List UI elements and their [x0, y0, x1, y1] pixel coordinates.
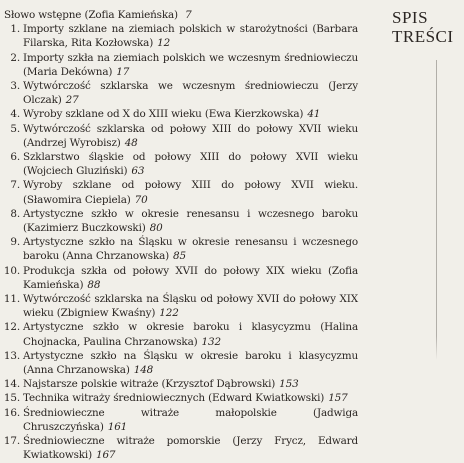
toc-entry-title: Wytwórczość szklarska od połowy XIII do połowy XVII wieku (Andrzej Wyrobisz)	[23, 122, 358, 149]
toc-entry-title: Wyroby szklane od X do XIII wieku (Ewa Kierzkowska)	[23, 108, 304, 121]
toc-entry-number: 7.	[10, 179, 20, 192]
toc-entry-number: 12.	[3, 321, 20, 334]
toc-entry-number: 8.	[10, 207, 20, 220]
toc-entry-title: Artystyczne szkło na Śląsku w okresie baroku i klasycyzmu (Anna Chrzanowska)	[23, 349, 358, 377]
toc-entry-title: Średniowieczne witraże małopolskie (Jadwiga Chruszczyńska)	[23, 406, 358, 433]
toc-entry-body	[23, 292, 358, 320]
toc-entry	[2, 107, 358, 121]
toc-entry-page: 167	[96, 449, 116, 462]
toc-entry-body	[23, 434, 358, 462]
toc-entry-number: 2.	[10, 51, 20, 64]
toc-entry-number: 14.	[3, 378, 20, 391]
toc-entry-body	[23, 264, 358, 292]
toc-entry	[2, 22, 358, 50]
toc-entry-number: 3.	[10, 80, 20, 93]
toc-entry	[2, 406, 358, 434]
toc-entry	[2, 264, 358, 292]
toc-entry	[2, 349, 358, 377]
toc-entry-title: Wytwórczość szklarska na Śląsku od połowy XVII do połowy XIX wieku (Zbigniew Kwaśny)	[23, 293, 358, 320]
toc-entry-title: Produkcja szkła od połowy XVII do połowy XIX wieku (Zofia Kamieńska)	[23, 264, 358, 291]
toc-entry-body	[23, 377, 358, 391]
toc-entry-title: Średniowieczne witraże pomorskie (Jerzy Frycz, Edward Kwiatkowski)	[23, 435, 358, 462]
toc-entry-title: Technika witraży średniowiecznych (Edward Kwiatkowski)	[23, 392, 325, 405]
toc-entry	[2, 79, 358, 107]
toc-entry-page: 41	[307, 108, 321, 121]
toc-entry-page: 70	[134, 193, 148, 206]
toc-entry	[2, 122, 358, 150]
toc-entry-title: Importy szklane na ziemiach polskich w starożytności (Barbara Filarska, Rita Kozłowska)	[23, 23, 358, 50]
toc-entry-body	[23, 122, 358, 150]
toc-entry	[2, 235, 358, 263]
toc-entry-number: 13.	[3, 349, 20, 362]
toc-entry-title: Artystyczne szkło na Śląsku w okresie renesansu i wczesnego baroku (Anna Chrzanowska)	[23, 236, 358, 263]
toc-entry-body	[23, 150, 358, 178]
toc-entry-body	[23, 178, 358, 206]
toc-entry-title: Artystyczne szkło w okresie renesansu i wczesnego baroku (Kazimierz Buczkowski)	[23, 207, 358, 235]
toc-entry-title: Wyroby szklane od połowy XIII do połowy XVII wieku. (Sławomira Ciepiela)	[23, 179, 358, 206]
toc-entry-number: 4.	[10, 108, 20, 121]
toc-entry-body	[23, 235, 358, 263]
toc-entry-number: 16.	[3, 406, 20, 419]
toc-entry-page: 161	[107, 420, 128, 433]
toc-intro-text: Słowo wstępne (Zofia Kamieńska)	[4, 9, 178, 21]
toc-entry-page: 48	[124, 136, 138, 149]
toc-entry-title: Artystyczne szkło w okresie baroku i klasycyzmu (Halina Chojnacka, Paulina Chrzanowska)	[23, 321, 358, 348]
toc-entry-page: 122	[159, 307, 179, 320]
table-of-contents	[2, 8, 358, 463]
toc-entry-number: 10.	[3, 264, 20, 277]
toc-entry-page: 17	[116, 65, 130, 78]
toc-entry-body	[23, 406, 358, 434]
toc-entry-number: 9.	[10, 236, 20, 249]
toc-intro	[4, 8, 358, 22]
toc-entry-number: 1.	[10, 23, 20, 36]
page-title-line-1: SPIS	[392, 8, 429, 27]
toc-entry-page: 153	[279, 378, 299, 391]
toc-entry-title: Importy szkła na ziemiach polskich we wczesnym średniowieczu (Maria Dekówna)	[23, 51, 358, 78]
toc-entry-number: 15.	[3, 392, 20, 405]
toc-entries	[2, 22, 358, 462]
toc-entry-number: 17.	[3, 435, 20, 448]
toc-entry-page: 12	[157, 37, 171, 50]
toc-entry-number: 5.	[10, 122, 20, 135]
toc-entry-page: 85	[173, 250, 186, 263]
toc-entry-body	[23, 22, 358, 50]
toc-intro-page: 7	[185, 9, 192, 21]
page-title-line-2: TREŚCI	[392, 27, 454, 46]
toc-entry	[2, 292, 358, 320]
toc-entry-page: 148	[133, 364, 154, 377]
toc-entry-body	[23, 51, 358, 79]
page-title	[392, 8, 454, 46]
margin-rule	[436, 60, 437, 360]
toc-entry-page: 63	[131, 165, 145, 178]
toc-entry-body	[23, 349, 358, 377]
toc-entry-number: 11.	[3, 293, 20, 306]
toc-entry-page: 157	[328, 392, 348, 405]
toc-entry-number: 6.	[10, 151, 20, 164]
toc-entry-body	[23, 207, 358, 235]
toc-entry	[2, 207, 358, 235]
toc-entry-page: 80	[149, 222, 163, 235]
toc-entry	[2, 178, 358, 206]
toc-entry-page: 132	[201, 335, 221, 348]
toc-entry-title: Szklarstwo śląskie od połowy XIII do połowy XVII wieku (Wojciech Gluziński)	[23, 151, 358, 178]
toc-entry-title: Wytwórczość szklarska we wczesnym średniowieczu (Jerzy Olczak)	[23, 80, 358, 107]
toc-entry-page: 27	[65, 94, 79, 107]
toc-entry	[2, 391, 358, 405]
toc-entry	[2, 320, 358, 348]
toc-entry	[2, 150, 358, 178]
toc-entry-body	[23, 79, 358, 107]
toc-entry	[2, 51, 358, 79]
toc-entry-title: Najstarsze polskie witraże (Krzysztof Dąbrowski)	[23, 378, 276, 391]
toc-entry-body	[23, 320, 358, 348]
toc-entry-body	[23, 391, 358, 405]
toc-entry-body	[23, 107, 358, 121]
toc-entry-page: 88	[87, 278, 101, 291]
toc-entry	[2, 377, 358, 391]
toc-entry	[2, 434, 358, 462]
